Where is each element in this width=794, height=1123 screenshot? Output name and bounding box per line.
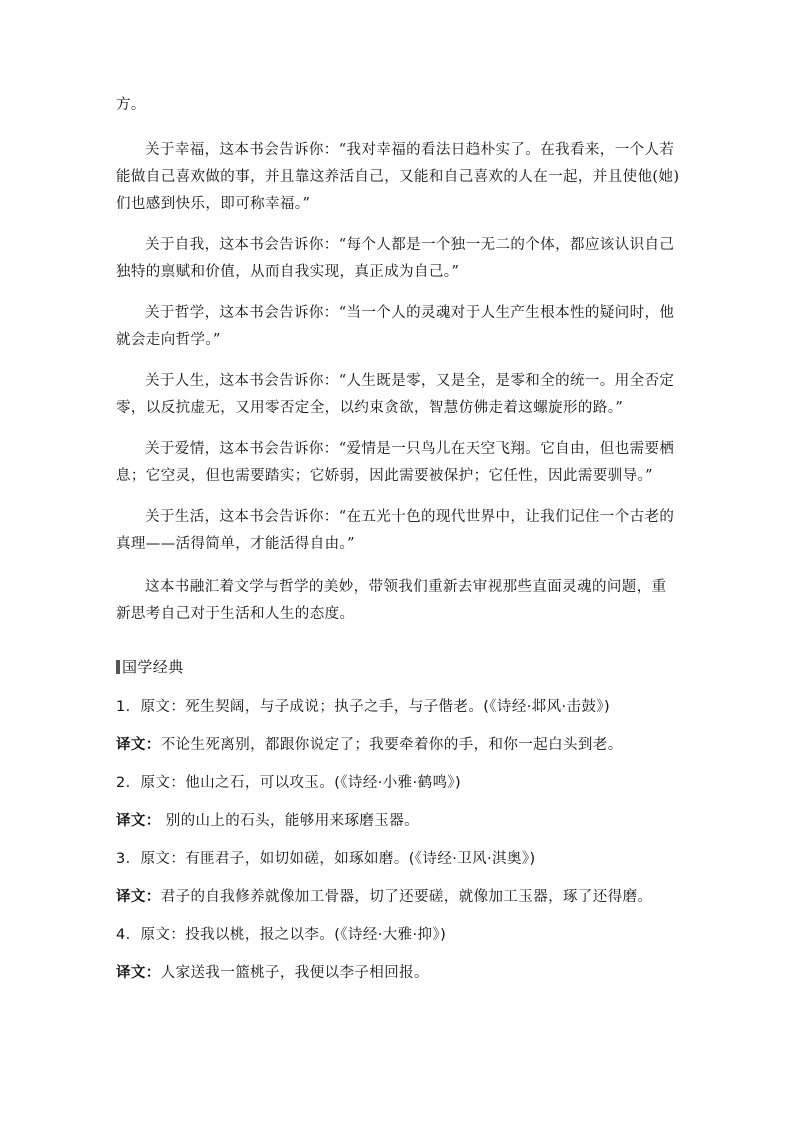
- classic-1-original: 1．原文：死生契阔，与子成说；执子之手，与子偕老。(《诗经·邶风·击鼓》): [116, 699, 611, 715]
- classic-4-translation: [116, 961, 681, 985]
- translation-label: 译文：: [116, 889, 161, 905]
- classic-2-original: 2．原文：他山之石，可以攻玉。(《诗经·小雅·鹤鸣》): [116, 775, 462, 791]
- continuation-text: 方。: [116, 97, 146, 113]
- section-title: [116, 654, 681, 681]
- page-content: [116, 92, 681, 985]
- classic-3-translation: [116, 885, 681, 909]
- translation-label: 译文：: [116, 965, 161, 981]
- topic-happiness: 关于幸福，这本书会告诉你：“我对幸福的看法日趋朴实了。在我看来，一个人若能做自己喜欢做的事，并且靠这养活自己，又能和自己喜欢的人在一起，并且使他(她)们也感到快乐，即可称幸福。”: [116, 142, 680, 212]
- topic-living: 关于生活，这本书会告诉你：“在五光十色的现代世界中，让我们记住一个古老的真理——活得简单，才能活得自由。”: [116, 509, 675, 552]
- section-marker-icon: [116, 660, 120, 674]
- translation-label: 译文：: [116, 813, 161, 829]
- classic-2-translation: [116, 809, 681, 833]
- translation-text: 君子的自我修养就像加工骨器，切了还要磋，就像加工玉器，琢了还得磨。: [160, 889, 653, 905]
- translation-text: 人家送我一篮桃子，我便以李子相回报。: [160, 965, 429, 981]
- topic-self: 关于自我，这本书会告诉你：“每个人都是一个独一无二的个体，都应该认识自己独特的禀赋和价值，从而自我实现，真正成为自己。”: [116, 237, 675, 280]
- translation-text: 不论生死离别，都跟你说定了；我要牵着你的手，和你一起白头到老。: [160, 737, 623, 753]
- translation-text: 别的山上的石头，能够用来琢磨玉器。: [160, 813, 420, 829]
- translation-label: 译文：: [116, 737, 161, 753]
- topic-life: 关于人生，这本书会告诉你：“人生既是零，又是全，是零和全的统一。用全否定零，以反抗虚无，又用零否定全，以约束贪欲，智慧仿佛走着这螺旋形的路。”: [116, 373, 675, 416]
- topic-love: 关于爱情，这本书会告诉你：“爱情是一只鸟儿在天空飞翔。它自由，但也需要栖息；它空灵，但也需要踏实；它娇弱，因此需要被保护；它任性，因此需要驯导。”: [116, 441, 675, 484]
- classic-1-translation: [116, 733, 681, 757]
- classic-3-original: 3．原文：有匪君子，如切如磋，如琢如磨。(《诗经·卫风·淇奥》): [116, 851, 536, 867]
- classic-4-original: 4．原文：投我以桃，报之以李。(《诗经·大雅·抑》): [116, 927, 447, 943]
- topic-philosophy: 关于哲学，这本书会告诉你：“当一个人的灵魂对于人生产生根本性的疑问时，他就会走向哲学。”: [116, 305, 675, 348]
- section-title-text: 国学经典: [122, 658, 184, 676]
- closing-paragraph: 这本书融汇着文学与哲学的美妙，带领我们重新去审视那些直面灵魂的问题，重新思考自己对于生活和人生的态度。: [116, 579, 667, 622]
